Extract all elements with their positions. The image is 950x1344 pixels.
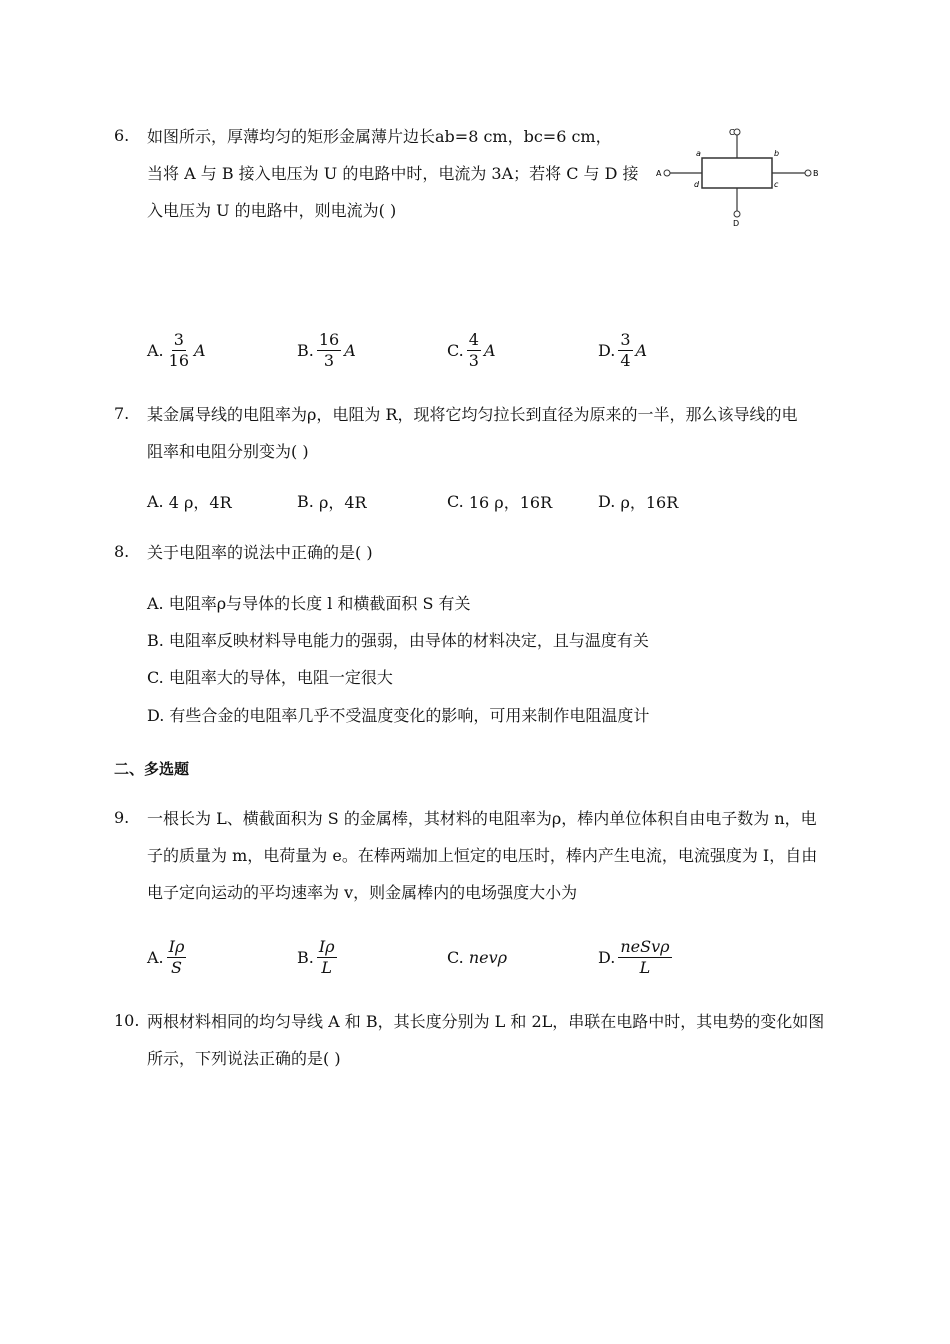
option-label: C. xyxy=(447,947,464,967)
option-b[interactable] xyxy=(297,325,356,375)
label-c: c xyxy=(774,180,779,189)
option-text: 4 ρ，4R xyxy=(168,492,232,512)
numerator: 16 xyxy=(318,329,340,349)
option-text: nevρ xyxy=(468,947,508,967)
option-label: B. xyxy=(297,491,314,511)
option-text: ρ，4R xyxy=(318,492,367,512)
fraction xyxy=(618,937,671,978)
fraction xyxy=(167,937,187,978)
option-a[interactable] xyxy=(147,476,232,526)
question-text xyxy=(147,534,373,571)
option-label: D. xyxy=(598,340,616,360)
option-label: C. xyxy=(447,491,464,511)
option-a[interactable]: A. 电阻率ρ与导体的长度 l 和横截面积 S 有关 xyxy=(147,594,471,613)
denominator: 3 xyxy=(323,350,335,370)
denominator: L xyxy=(639,957,651,977)
sheet-rectangle xyxy=(702,158,772,188)
question-line: 所示，下列说法正确的是( ) xyxy=(147,1049,341,1068)
question-number: 6. xyxy=(114,126,130,145)
question-number: 7. xyxy=(114,404,130,423)
denominator: S xyxy=(171,957,182,977)
question-number: 9. xyxy=(114,808,130,827)
question-line: 如图所示，厚薄均匀的矩形金属薄片边长ab=8 cm，bc=6 cm， xyxy=(147,127,612,146)
fraction xyxy=(317,330,341,371)
label-C: C xyxy=(729,128,735,137)
option-d[interactable]: D. 有些合金的电阻率几乎不受温度变化的影响，可用来制作电阻温度计 xyxy=(147,706,650,725)
terminal-b xyxy=(805,170,811,176)
question-line: 某金属导线的电阻率为ρ，电阻为 R，现将它均匀拉长到直径为原来的一半，那么该导线的电 xyxy=(147,405,798,424)
label-D: D xyxy=(733,219,740,228)
option-d[interactable] xyxy=(598,325,647,375)
option-d[interactable] xyxy=(598,476,678,526)
option-label: C. xyxy=(447,340,464,360)
option-label: A. xyxy=(147,947,164,967)
question-line: 一根长为 L、横截面积为 S 的金属棒，其材料的电阻率为ρ，棒内单位体积自由电子数为 n，电 xyxy=(147,809,817,828)
option-text: ρ，16R xyxy=(620,492,679,512)
question-text xyxy=(147,1003,824,1077)
option-label: D. xyxy=(598,947,616,967)
numerator: 3 xyxy=(620,329,631,349)
unit: A xyxy=(194,340,206,360)
section-heading: 二、多选题 xyxy=(114,760,190,778)
fraction xyxy=(167,330,191,371)
option-label: A. xyxy=(147,491,164,511)
numerator: 4 xyxy=(468,329,479,349)
question-text xyxy=(147,118,639,229)
metal-sheet-figure xyxy=(655,125,825,230)
question-line: 电子定向运动的平均速率为 v，则金属棒内的电场强度大小为 xyxy=(147,883,578,902)
option-a[interactable] xyxy=(147,932,189,982)
label-d: d xyxy=(694,180,700,189)
numerator: Iρ xyxy=(318,936,335,956)
option-c[interactable] xyxy=(447,932,507,982)
label-B: B xyxy=(813,169,819,178)
question-line: 当将 A 与 B 接入电压为 U 的电路中时，电流为 3A；若将 C 与 D 接 xyxy=(147,164,639,183)
question-line: 阻率和电阻分别变为( ) xyxy=(147,442,309,461)
question-line: 入电压为 U 的电路中，则电流为( ) xyxy=(147,201,397,220)
denominator: 4 xyxy=(620,350,631,370)
question-7-options xyxy=(147,476,847,526)
unit: A xyxy=(635,340,648,360)
option-b[interactable] xyxy=(297,476,367,526)
option-a[interactable] xyxy=(147,325,206,375)
question-9-options xyxy=(147,932,847,982)
question-line: 子的质量为 m，电荷量为 e。在棒两端加上恒定的电压时，棒内产生电流，电流强度为 I，自由 xyxy=(147,846,818,865)
terminal-a xyxy=(664,170,670,176)
option-d[interactable] xyxy=(598,932,675,982)
option-c[interactable] xyxy=(447,325,496,375)
option-label: B. xyxy=(297,340,314,360)
question-text xyxy=(147,396,798,470)
question-line: 关于电阻率的说法中正确的是( ) xyxy=(147,543,373,562)
numerator: neSvρ xyxy=(620,936,670,956)
question-number: 8. xyxy=(114,542,130,561)
numerator: Iρ xyxy=(168,936,185,956)
fraction xyxy=(467,330,481,371)
option-text: 16 ρ，16R xyxy=(468,492,553,512)
unit: A xyxy=(344,340,356,360)
terminal-d xyxy=(734,211,740,217)
question-line: 两根材料相同的均匀导线 A 和 B，其长度分别为 L 和 2L，串联在电路中时，其电势的变化如图 xyxy=(147,1012,825,1031)
fraction xyxy=(618,330,632,371)
option-c[interactable] xyxy=(447,476,552,526)
numerator: 3 xyxy=(173,329,184,349)
unit: A xyxy=(483,340,496,360)
option-b[interactable] xyxy=(297,932,340,982)
denominator: L xyxy=(321,957,333,977)
denominator: 3 xyxy=(468,350,479,370)
option-b[interactable]: B. 电阻率反映材料导电能力的强弱，由导体的材料决定，且与温度有关 xyxy=(147,631,649,650)
label-b: b xyxy=(774,149,780,158)
terminal-c xyxy=(734,129,740,135)
option-label: D. xyxy=(598,491,616,511)
denominator: 16 xyxy=(168,350,189,370)
question-text xyxy=(147,800,817,911)
label-a: a xyxy=(696,149,701,158)
question-number: 10. xyxy=(114,1011,140,1030)
option-label: A. xyxy=(147,340,164,360)
option-c[interactable]: C. 电阻率大的导体，电阻一定很大 xyxy=(147,668,393,687)
option-label: B. xyxy=(297,947,314,967)
label-A: A xyxy=(656,169,662,178)
question-6-options xyxy=(147,325,847,375)
fraction xyxy=(317,937,337,978)
